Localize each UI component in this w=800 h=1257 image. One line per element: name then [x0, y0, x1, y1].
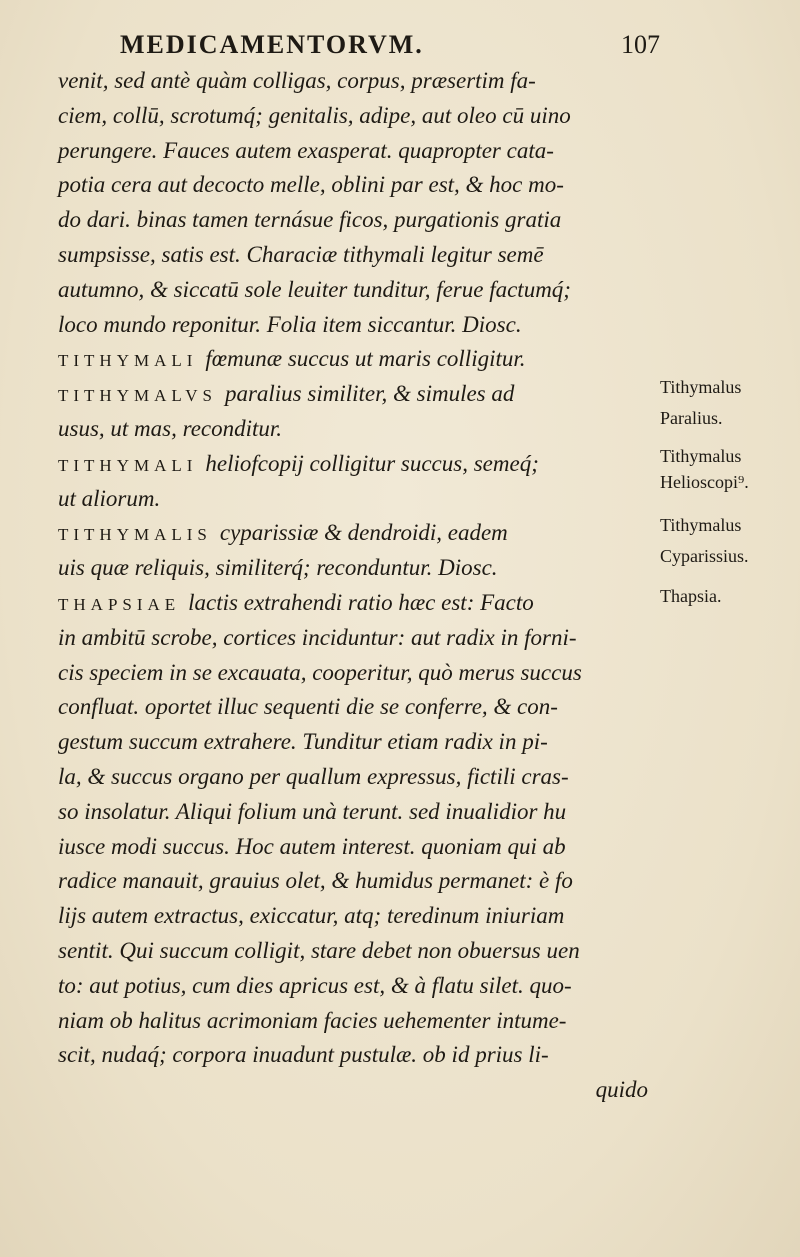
- line-text: ciem, collū, scrotumq́; genitalis, adipe, aut oleo cū uino: [58, 102, 571, 128]
- line-text: in ambitū scrobe, cortices inciduntur: aut radix in forni-: [58, 624, 577, 650]
- text-line: [58, 621, 648, 656]
- text-line: [58, 64, 648, 99]
- text-line: [58, 377, 648, 412]
- text-line: [58, 899, 648, 934]
- text-block: [58, 64, 648, 1108]
- line-text: usus, ut mas, reconditur.: [58, 415, 283, 441]
- line-text: iusce modi succus. Hoc autem interest. quoniam qui ab: [58, 833, 566, 859]
- text-line: [58, 760, 648, 795]
- text-line: [58, 586, 648, 621]
- line-text: do dari. binas tamen ternásue ficos, purgationis gratia: [58, 207, 562, 233]
- text-line: [58, 99, 648, 134]
- line-text: potia cera aut decocto melle, oblini par est, & hoc mo-: [58, 172, 564, 198]
- margin-note: Tithymalus: [660, 446, 742, 466]
- line-text: venit, sed antè quàm colligas, corpus, præsertim fa-: [58, 68, 536, 93]
- line-text: sumpsisse, satis est. Characiæ tithymali legitur semē: [58, 241, 544, 267]
- text-line: [58, 830, 648, 865]
- small-caps-lemma: THAPSIAE: [58, 594, 181, 614]
- small-caps-lemma: TITHYMALI: [58, 351, 198, 371]
- line-text: scit, nudaq́; corpora inuadunt pustulæ. ob id prius li-: [58, 1042, 549, 1068]
- line-text: gestum succum extrahere. Tunditur etiam radix in pi-: [58, 729, 548, 755]
- line-text: radice manauit, grauius olet, & humidus permanet: è fo: [58, 868, 573, 894]
- line-text: so insolatur. Aliqui folium unà terunt. sed inualidior hu: [58, 798, 567, 824]
- text-line: [58, 134, 648, 169]
- small-caps-lemma: TITHYMALI: [58, 455, 198, 475]
- text-line: [58, 725, 648, 760]
- line-text: to: aut potius, cum dies apricus est, & à flatu silet. quo-: [58, 972, 572, 998]
- text-line: [58, 656, 648, 691]
- margin-note: Tithymalus: [660, 515, 742, 535]
- margin-note: Helioscopi⁹.: [660, 472, 749, 492]
- line-text: niam ob halitus acrimoniam facies uehementer intume-: [58, 1007, 567, 1033]
- line-text: loco mundo reponitur. Folia item siccantur. Diosc.: [58, 311, 522, 337]
- margin-note: Paralius.: [660, 408, 723, 428]
- text-line: [58, 308, 648, 343]
- line-text: confluat. oportet illuc sequenti die se conferre, & con-: [58, 694, 558, 720]
- margin-note: Cyparissius.: [660, 546, 749, 566]
- line-text: fœmunæ succus ut maris colligitur.: [205, 346, 526, 372]
- line-text: lactis extrahendi ratio hæc est: Facto: [188, 589, 534, 615]
- text-line: [58, 1004, 648, 1039]
- small-caps-lemma: TITHYMALIS: [58, 525, 212, 545]
- text-line: [58, 482, 648, 517]
- text-line: [58, 551, 648, 586]
- text-line: [58, 516, 648, 551]
- text-line: [58, 412, 648, 447]
- text-line: [58, 795, 648, 830]
- text-line: [58, 934, 648, 969]
- margin-note: Thapsia.: [660, 586, 722, 606]
- line-text: uis quæ reliquis, similiterq́; reconduntur. Diosc.: [58, 555, 498, 581]
- line-text: cis speciem in se excauata, cooperitur, quò merus succus: [58, 659, 582, 685]
- text-line: [58, 238, 648, 273]
- text-line: [58, 168, 648, 203]
- line-text: sentit. Qui succum colligit, stare debet non obuersus uen: [58, 937, 580, 963]
- text-line: [58, 447, 648, 482]
- line-text: la, & succus organo per quallum expressus, fictili cras-: [58, 763, 569, 789]
- line-text: cyparissiæ & dendroidi, eadem: [219, 520, 508, 546]
- text-line: [58, 342, 648, 377]
- small-caps-lemma: TITHYMALVS: [58, 386, 217, 406]
- margin-note: Tithymalus: [660, 377, 742, 397]
- text-line: [58, 203, 648, 238]
- text-line: [58, 864, 648, 899]
- line-text: paralius similiter, & simules ad: [224, 381, 515, 407]
- running-header: [120, 24, 660, 64]
- text-line: [58, 690, 648, 725]
- line-text: perungere. Fauces autem exasperat. quapropter cata-: [58, 137, 554, 163]
- text-line: [58, 1038, 648, 1073]
- catchword: quido: [595, 1077, 648, 1103]
- line-text: ut aliorum.: [58, 485, 161, 511]
- running-title: MEDICAMENTORVM.: [120, 30, 424, 59]
- text-line: [58, 273, 648, 308]
- page-number: 107: [621, 30, 660, 59]
- line-text: lijs autem extractus, exiccatur, atq; teredinum iniuriam: [58, 903, 565, 929]
- line-text: heliofcopij colligitur succus, semeq́;: [205, 450, 539, 476]
- line-text: autumno, & siccatū sole leuiter tunditur, ferue factumq́;: [58, 276, 571, 302]
- text-line: [58, 969, 648, 1004]
